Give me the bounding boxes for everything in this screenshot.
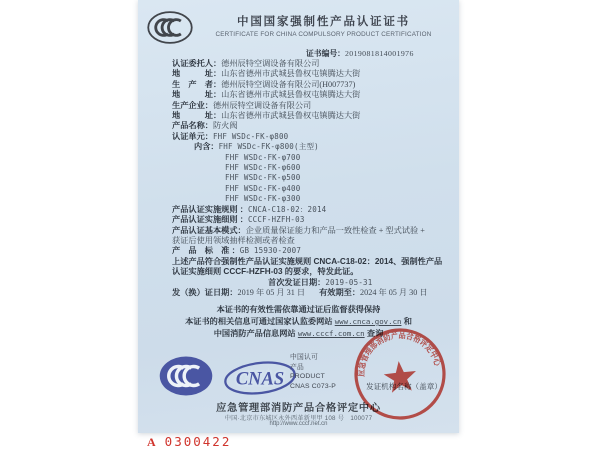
- field-label: 生产企业：: [172, 100, 213, 110]
- includes-row: [172, 163, 447, 173]
- cnca-website-text: www.cnca.gov.cn: [334, 317, 402, 326]
- rule-value: CNCA-C18-02：2014: [247, 204, 327, 214]
- includes-row-main: [172, 142, 447, 152]
- field-value: 防火阀: [212, 121, 238, 131]
- detail-rule-row: [172, 215, 447, 225]
- certificate-title-english: CERTIFICATE FOR CHINA COMPULSORY PRODUCT CERTIFICATION: [215, 31, 432, 38]
- field-label: 地 址：: [172, 69, 222, 79]
- model-code: FHF WSDc-FK-φ400: [225, 183, 301, 193]
- rule-label: 产品认证实施规则 ：: [172, 204, 248, 214]
- certificate-number: 2019081814001976: [344, 49, 414, 58]
- field-row-factory: [172, 101, 447, 111]
- standard-value: GB 15930-2007: [239, 246, 302, 256]
- serial-prefix: A: [147, 435, 156, 449]
- standard-row: [172, 246, 447, 256]
- serial-number-line: [147, 433, 231, 449]
- accreditation-line: CNAS C073-P: [290, 382, 337, 390]
- notice-text: 查询: [364, 329, 384, 338]
- certificate-number-label: 证书编号：: [306, 49, 345, 58]
- ccc-mark-outline-icon: [146, 9, 194, 46]
- field-row-cert-unit: [172, 132, 447, 142]
- accreditation-line: 中国认可: [290, 354, 318, 361]
- includes-label: 内含：: [194, 142, 219, 152]
- includes-row: [172, 173, 447, 183]
- stamp-star-icon: [383, 359, 418, 393]
- first-issue-label: 首次发证日期：: [268, 277, 326, 287]
- includes-row: [172, 153, 447, 163]
- organization-address: 中国·北京市东城区永外西革新里甲 108 号 100077: [224, 415, 373, 422]
- field-value: FHF WSDc-FK-φ800: [212, 131, 289, 141]
- model-code: FHF WSDc-FK-φ300: [225, 194, 301, 204]
- field-row-producer: [172, 80, 447, 90]
- red-seal-stamp: [347, 321, 453, 427]
- mode-label: 产品认证基本模式：: [172, 225, 246, 235]
- field-label: 地 址：: [172, 111, 222, 121]
- includes-row: [172, 184, 447, 194]
- accreditation-line: PRODUCT: [290, 373, 326, 380]
- issue-date: 2019 年 05 月 31 日: [237, 287, 306, 297]
- mode-value-continued: 获证后使用领域抽样检测或者检查: [172, 235, 295, 245]
- notice-text: 中国消防产品信息网站: [213, 329, 298, 338]
- valid-until-label: 有效期至：: [319, 287, 361, 297]
- notice-text: 本证书的相关信息可通过国家认监委网站: [185, 317, 335, 326]
- field-value: 山东省德州市武城县鲁权屯镇腾达大街: [221, 90, 361, 100]
- model-code: FHF WSDc-FK-φ800(主型): [218, 142, 319, 152]
- stamp-arc-text: 应急管理部消防产品合格评定中心: [355, 329, 444, 377]
- model-code: FHF WSDc-FK-φ600: [225, 163, 301, 173]
- cnas-logo-icon: [223, 357, 297, 399]
- field-label: 产品名称：: [172, 121, 213, 131]
- issuer-seal-note: 发证机构名称（盖章）: [366, 382, 442, 391]
- valid-until-date: 2024 年 05 月 30 日: [360, 287, 428, 297]
- cccf-website-text: www.cccf.com.cn: [297, 329, 365, 338]
- statement-line: 认证实施细则 CCCF-HZFH-03 的要求，特发此证。: [172, 267, 359, 277]
- field-value: 德州辰特空调设备有限公司: [221, 59, 320, 68]
- issuing-organization: 应急管理部消防产品合格评定中心: [216, 403, 381, 414]
- accreditation-block: [290, 353, 336, 391]
- certificate-sheet: [138, 0, 459, 433]
- notice-text: 和: [401, 317, 412, 326]
- field-row-applicant: [172, 59, 447, 69]
- statement-line: 上述产品符合强制性产品认证实施规则 CNCA-C18-02：2014、强制性产品: [172, 256, 443, 266]
- mode-row-continued: [172, 236, 447, 246]
- detail-rule-label: 产品认证实施细则 ：: [172, 215, 248, 225]
- accreditation-line: 产品: [290, 363, 304, 371]
- field-value: 德州辰特空调设备有限公司(H007737): [221, 79, 356, 89]
- field-label: 地 址：: [172, 90, 222, 100]
- notice-line: 本证书的有效性需依靠通过证后监督获得保持: [216, 305, 381, 314]
- field-label: 生 产 者：: [172, 79, 222, 89]
- serial-number: 0300422: [164, 434, 232, 449]
- field-value: 山东省德州市武城县鲁权屯镇腾达大街: [221, 111, 361, 121]
- certificate-title: 中国国家强制性产品认证证书: [237, 16, 410, 28]
- field-value: 德州辰特空调设备有限公司: [212, 100, 312, 110]
- field-label: 认证委托人：: [172, 59, 222, 68]
- certificate-body: [172, 59, 447, 298]
- mode-row: [172, 226, 447, 236]
- certificate-number-line: [306, 48, 414, 59]
- issue-date-label: 发（换）证日期：: [172, 287, 238, 297]
- standard-label: 产 品 标 准 ：: [172, 246, 240, 256]
- mode-value: 企业质量保证能力和产品一致性检查 + 型式试验 +: [245, 225, 425, 235]
- model-code: FHF WSDc-FK-φ500: [225, 173, 301, 183]
- detail-rule-value: CCCF-HZFH-03: [247, 215, 305, 225]
- rule-row: [172, 205, 447, 215]
- field-value: 山东省德州市武城县鲁权屯镇腾达大街: [221, 69, 361, 79]
- first-issue-date: 2019-05-31: [325, 277, 373, 287]
- organization-website: http://www.cccf.net.cn: [269, 421, 328, 427]
- field-row-product-name: [172, 121, 447, 131]
- field-row-address: [172, 111, 447, 121]
- field-label: 认证单元：: [172, 131, 213, 141]
- field-row-address: [172, 69, 447, 79]
- model-code: FHF WSDc-FK-φ700: [225, 152, 301, 162]
- field-row-address: [172, 90, 447, 100]
- first-issue-row: [172, 278, 447, 288]
- ccc-mark-solid-icon: [157, 353, 215, 399]
- issue-validity-row: [172, 288, 447, 298]
- includes-row: [172, 194, 447, 204]
- cnas-logo-text: CNAS: [235, 369, 285, 390]
